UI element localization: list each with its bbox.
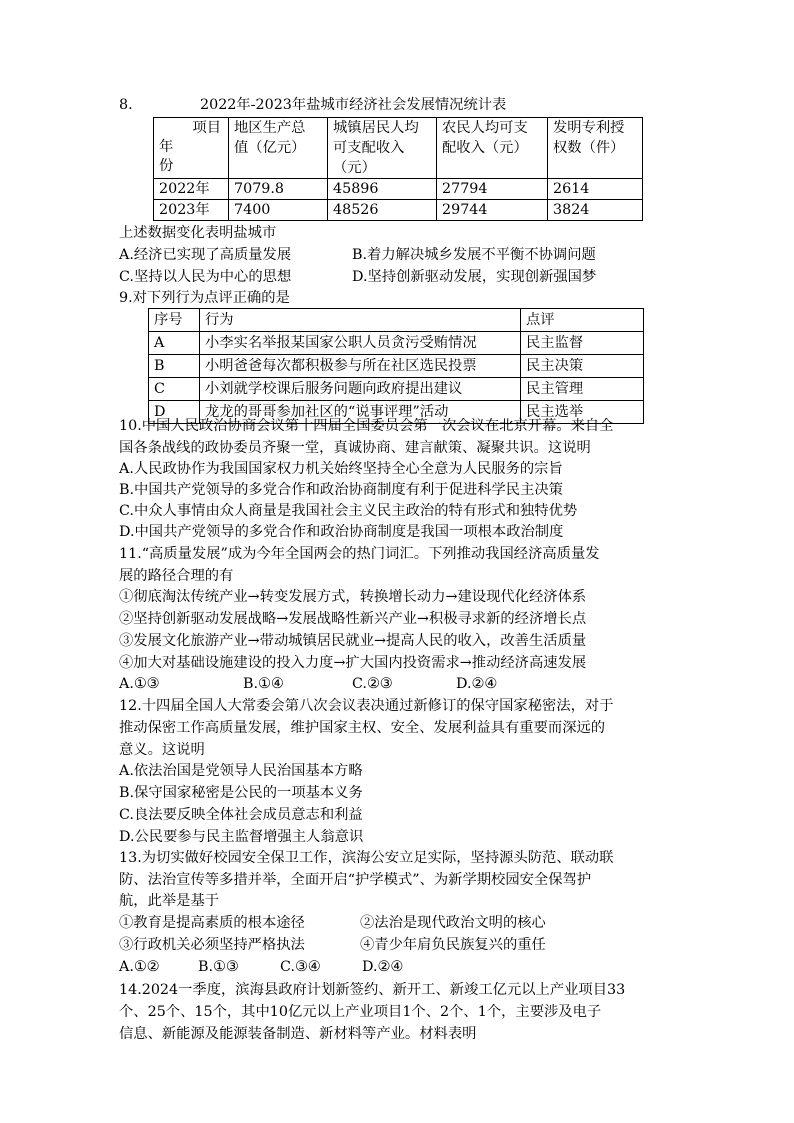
q13-option-c[interactable]: C.③④: [280, 959, 321, 975]
q8-option-c[interactable]: C.坚持以人民为中心的思想: [119, 269, 292, 285]
q12-option-a[interactable]: A.依法治国是党领导人民治国基本方略: [119, 763, 363, 779]
q14-line: 信息、新能源及能源装备制造、新材料等产业。材料表明: [119, 1026, 477, 1042]
q8-option-b[interactable]: B.着力解决城乡发展不平衡不协调问题: [352, 247, 596, 263]
q14-line: 个、25个、15个，其中10亿元以上产业项目1个、2个、1个，主要涉及电子: [119, 1004, 602, 1020]
q13-line: 航，此举是基于: [119, 893, 220, 909]
q11-option-b[interactable]: B.①④: [243, 676, 284, 692]
q11-option-d[interactable]: D.②④: [456, 676, 498, 692]
table-row: 2023年 7400 48526 29744 3824: [154, 200, 643, 221]
table-row: 2022年 7079.8 45896 27794 2614: [154, 179, 643, 200]
q13-line: 防、法治宣传等多措并举，全面开启“护学模式”、为新学期校园安全保驾护: [119, 872, 592, 888]
q13-item: ④青少年肩负民族复兴的重任: [360, 937, 546, 953]
q13-option-a[interactable]: A.①②: [119, 959, 160, 975]
q13-item: ③行政机关必须坚持严格执法: [119, 937, 305, 953]
q12-option-c[interactable]: C.良法要反映全体社会成员意志和利益: [119, 807, 363, 823]
q10-option-b[interactable]: B.中国共产党领导的多党合作和政治协商制度有利于促进科学民主决策: [119, 482, 563, 498]
q11-line: 11.“高质量发展”成为今年全国两会的热门词汇。下列推动我国经济高质量发: [119, 546, 600, 562]
q8-table-title: 2022年-2023年盐城市经济社会发展情况统计表: [200, 97, 507, 113]
q8-option-d[interactable]: D.坚持创新驱动发展，实现创新强国梦: [352, 269, 597, 285]
header-rural-income: 农民人均可支 配收入（元）: [437, 118, 548, 179]
q11-line: 展的路径合理的有: [119, 568, 234, 584]
table-row[interactable]: B 小明爸爸每次都积极参与所在社区选民投票 民主决策: [149, 355, 644, 378]
q13-option-b[interactable]: B.①③: [198, 959, 239, 975]
header-urban-income: 城镇居民人均 可支配收入 （元）: [328, 118, 437, 179]
q12-line: 意义。这说明: [119, 742, 205, 758]
q11-item: ③发展文化旅游产业→带动城镇居民就业→提高人民的收入，改善生活质量: [119, 633, 587, 649]
q12-line: 推动保密工作高质量发展，维护国家主权、安全、发展利益具有重要而深远的: [119, 720, 606, 736]
q8-stem: 上述数据变化表明盐城市: [119, 225, 277, 241]
table-header-row: [154, 118, 643, 179]
q11-option-a[interactable]: A.①③: [119, 676, 160, 692]
behavior-table: [148, 308, 644, 424]
q12-option-b[interactable]: B.保守国家秘密是公民的一项基本义务: [119, 785, 363, 801]
q13-line: 13.为切实做好校园安全保卫工作，滨海公安立足实际，坚持源头防范、联动联: [119, 850, 614, 866]
q10-option-d[interactable]: D.中国共产党领导的多党合作和政治协商制度是我国一项根本政治制度: [119, 524, 564, 540]
q10-line: 10.中国人民政治协商会议第十四届全国委员会第一次会议在北京开幕。来自全: [119, 418, 614, 434]
table-row[interactable]: D 龙龙的哥哥参加社区的“说事评理”活动 民主选举: [149, 401, 644, 424]
table-row[interactable]: A 小李实名举报某国家公职人员贪污受贿情况 民主监督: [149, 332, 644, 355]
header-patents: 发明专利授 权数（件）: [548, 118, 643, 179]
q13-option-d[interactable]: D.②④: [362, 959, 404, 975]
q10-line: 国各条战线的政协委员齐聚一堂，真诚协商、建言献策、凝聚共识。这说明: [119, 440, 591, 456]
statistics-table: [153, 117, 643, 221]
q8-option-a[interactable]: A.经济已实现了高质量发展: [119, 247, 292, 263]
header-gdp: 地区生产总 值（亿元）: [229, 118, 328, 179]
q14-line: 14.2024一季度，滨海县政府计划新签约、新开工、新竣工亿元以上产业项目33: [119, 982, 626, 998]
table-row[interactable]: C 小刘就学校课后服务问题向政府提出建议 民主管理: [149, 378, 644, 401]
q12-option-d[interactable]: D.公民要参与民主监督增强主人翁意识: [119, 829, 364, 845]
q11-item: ①彻底淘汰传统产业→转变发展方式，转换增长动力→建设现代化经济体系: [119, 589, 587, 605]
corner-cell: 项目 年 份: [154, 118, 229, 179]
q11-option-c[interactable]: C.②③: [352, 676, 393, 692]
q10-option-a[interactable]: A.人民政协作为我国国家权力机关始终坚持全心全意为人民服务的宗旨: [119, 461, 563, 477]
q13-item: ①教育是提高素质的根本途径: [119, 915, 305, 931]
q11-item: ④加大对基础设施建设的投入力度→扩大国内投资需求→推动经济高速发展: [119, 655, 587, 671]
q12-line: 12.十四届全国人大常委会第八次会议表决通过新修订的保守国家秘密法，对于: [119, 698, 614, 714]
q10-option-c[interactable]: C.中众人事情由众人商量是我国社会主义民主政治的特有形式和独特优势: [119, 503, 578, 519]
q11-item: ②坚持创新驱动发展战略→发展战略性新兴产业→积极寻求新的经济增长点: [119, 611, 587, 627]
q8-number: 8.: [119, 97, 133, 113]
table-header-row: 序号 行为 点评: [149, 309, 644, 332]
q13-item: ②法治是现代政治文明的核心: [360, 915, 546, 931]
q9-stem: 9.对下列行为点评正确的是: [119, 290, 290, 306]
